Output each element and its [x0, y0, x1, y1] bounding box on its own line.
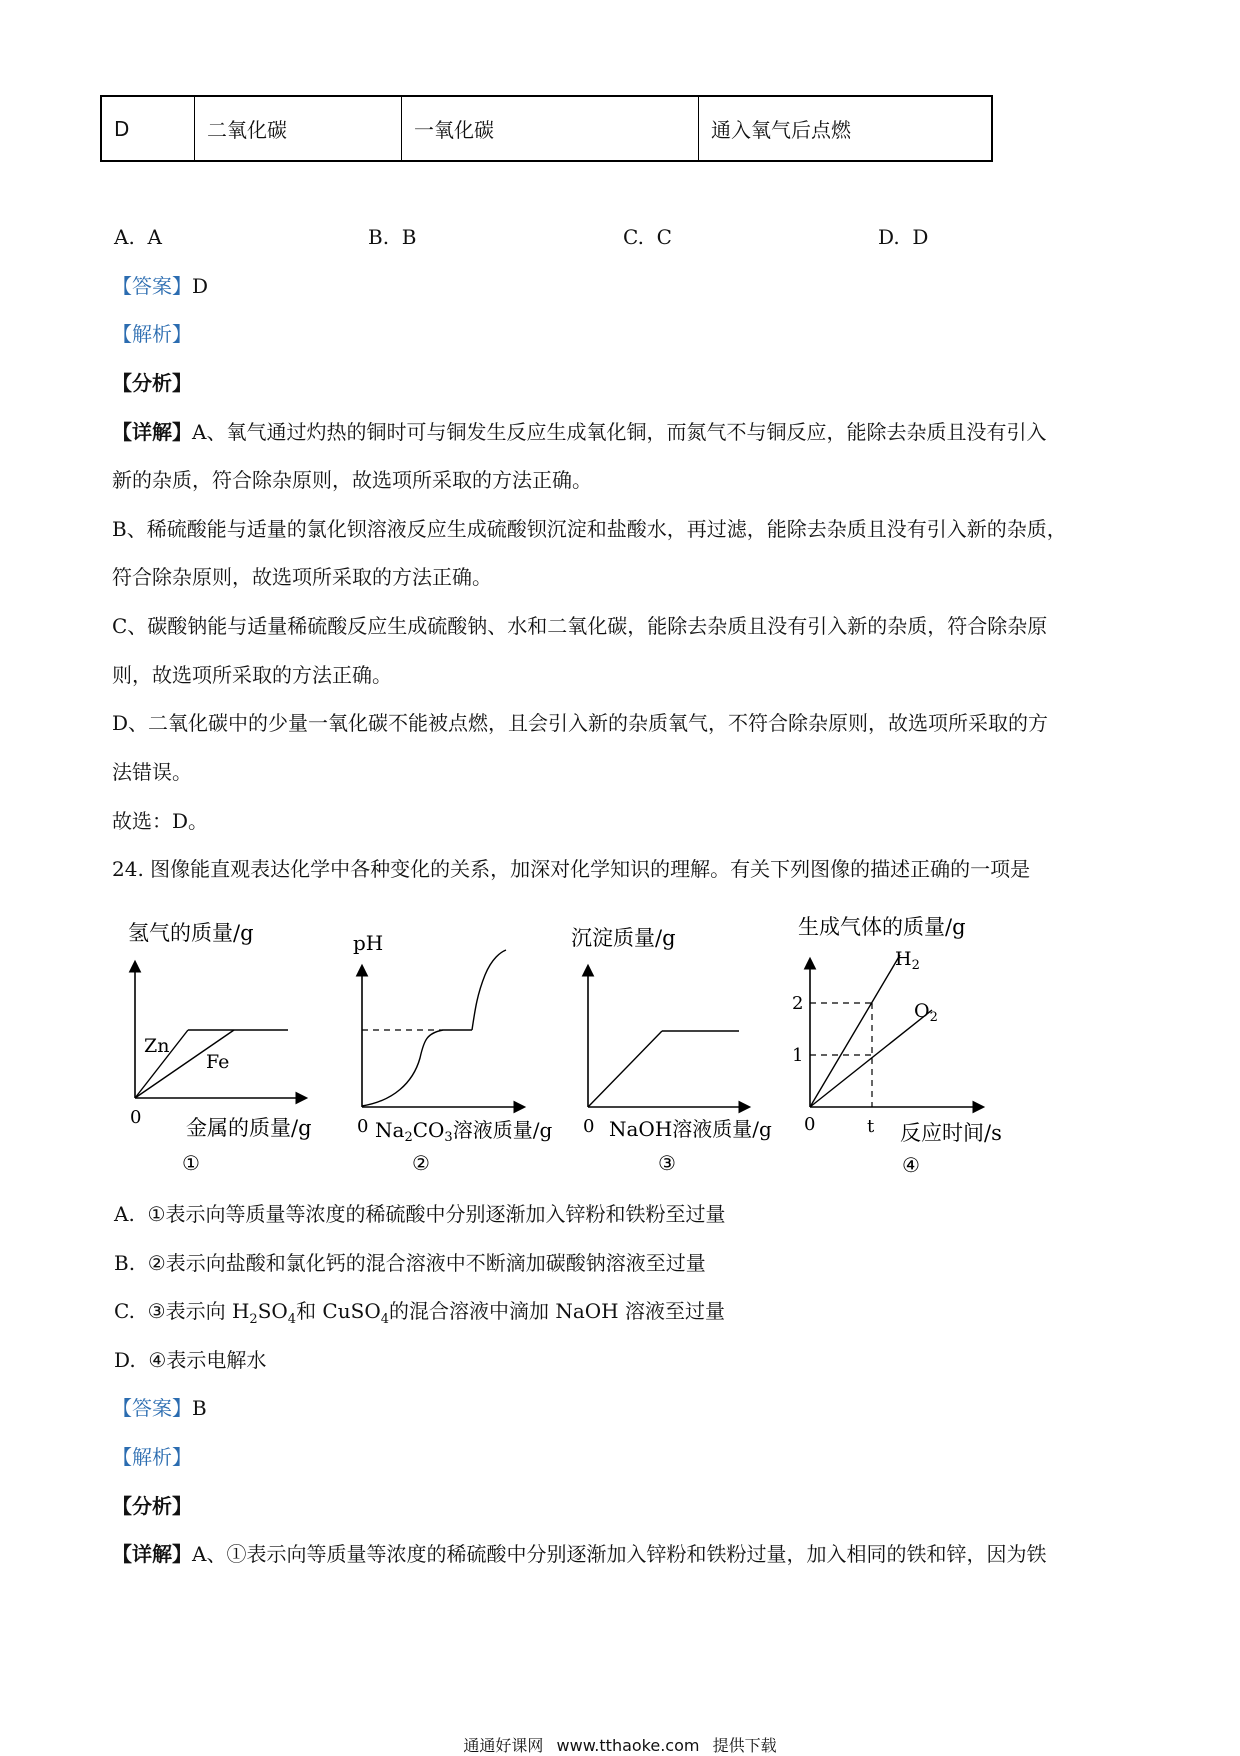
- graph-2: [335, 915, 575, 1175]
- detail-line: 符合除杂原则，故选项所采取的方法正确。: [112, 565, 492, 589]
- option-b: [114, 1249, 706, 1277]
- analysis-tag: [112, 320, 192, 348]
- option-letter: A.: [114, 225, 135, 249]
- analysis-label: 【解析】: [112, 322, 192, 346]
- x-axis-label: 金属的质量/g: [186, 1116, 312, 1140]
- detail-line: C、碳酸钠能与适量稀硫酸反应生成硫酸钠、水和二氧化碳，能除去杂质且没有引入新的杂质，符合除杂原: [112, 614, 1048, 638]
- graph-number: ②: [412, 1151, 430, 1175]
- answer-line: [112, 1394, 207, 1422]
- graph-number: ④: [902, 1153, 920, 1175]
- detail-line: 新的杂质，符合除杂原则，故选项所采取的方法正确。: [112, 468, 592, 492]
- origin-label: 0: [583, 1116, 595, 1137]
- zn-label: Zn: [144, 1035, 170, 1057]
- footer-note: 提供下载: [712, 1736, 777, 1755]
- option-letter: D.: [878, 225, 900, 249]
- origin-label: 0: [357, 1116, 369, 1137]
- option-letter: D.: [114, 1348, 136, 1372]
- detail-text: A、①表示向等质量等浓度的稀硫酸中分别逐渐加入锌粉和铁粉过量，加入相同的铁和锌，因为铁: [192, 1542, 1047, 1566]
- table-cell: 二氧化碳: [195, 96, 402, 161]
- ph-rise: [472, 950, 506, 1030]
- option-text: ④表示电解水: [148, 1348, 267, 1372]
- graph-number: ③: [658, 1151, 676, 1175]
- detail-line: [112, 1540, 1046, 1568]
- answer-value: B: [192, 1396, 207, 1420]
- detail-tag: 【详解】: [112, 1542, 192, 1566]
- h2-label: $H_2$: [895, 948, 920, 973]
- answer-tag: 【答案】: [112, 274, 192, 298]
- option-text: ②表示向盐酸和氯化钙的混合溶液中不断滴加碳酸钠溶液至过量: [147, 1251, 706, 1275]
- option-text: A: [147, 225, 162, 249]
- option-letter: C.: [114, 1299, 135, 1323]
- origin-label: 0: [130, 1107, 142, 1128]
- analysis-label: 【解析】: [112, 1445, 192, 1469]
- analysis-tag: [112, 1443, 192, 1471]
- fenxi-tag: 【分析】: [112, 1494, 192, 1518]
- option-d: [878, 223, 928, 251]
- tick-t: t: [867, 1116, 875, 1137]
- y-axis-label: 生成气体的质量/g: [798, 915, 966, 939]
- graph-1: [110, 905, 330, 1175]
- option-letter: C.: [623, 225, 644, 249]
- table-cell: D: [101, 96, 195, 161]
- detail-line: 故选：D。: [112, 809, 209, 833]
- answer-tag: 【答案】: [112, 1396, 192, 1420]
- option-a: [114, 1200, 725, 1228]
- question-stem: 24. 图像能直观表达化学中各种变化的关系，加深对化学知识的理解。有关下列图像的描述正确的一项是: [112, 857, 1031, 881]
- option-table: [100, 95, 993, 162]
- option-c: [114, 1297, 725, 1334]
- option-text: D: [912, 225, 929, 249]
- option-d: [114, 1346, 266, 1374]
- ph-curve: [362, 1030, 443, 1106]
- detail-line: [112, 418, 1046, 446]
- option-letter: B.: [368, 225, 390, 249]
- graph-number: ①: [182, 1151, 200, 1175]
- x-axis-label: NaOH溶液质量/g: [609, 1117, 772, 1141]
- detail-line: B、稀硫酸能与适量的氯化钡溶液反应生成硫酸钡沉淀和盐酸水，再过滤，能除去杂质且没有引入新的杂质，: [112, 517, 1067, 541]
- detail-tag: 【详解】: [112, 420, 192, 444]
- option-a: [114, 223, 162, 251]
- tick-2: 2: [792, 993, 804, 1014]
- table-cell: 一氧化碳: [402, 96, 699, 161]
- detail-line: D、二氧化碳中的少量一氧化碳不能被点燃，且会引入新的杂质氧气，不符合除杂原则，故选项所采取的方: [112, 711, 1049, 735]
- y-axis-label: 氢气的质量/g: [128, 921, 254, 945]
- o2-line: [810, 1010, 932, 1107]
- origin-label: 0: [804, 1114, 816, 1135]
- option-letter: B.: [114, 1251, 136, 1275]
- detail-line: 法错误。: [112, 760, 192, 784]
- answer-value: D: [192, 274, 209, 298]
- fe-label: Fe: [206, 1051, 230, 1073]
- answer-line: [112, 272, 208, 300]
- footer-site: 通通好课网: [463, 1736, 544, 1755]
- option-text: B: [401, 225, 417, 249]
- option-letter: A.: [114, 1202, 135, 1226]
- y-axis-label: pH: [353, 931, 384, 955]
- option-text: ③表示向 $H_2SO_4$和 CuSO$_4$的混合溶液中滴加 NaOH 溶液至过量: [147, 1299, 725, 1327]
- fenxi-tag: 【分析】: [112, 371, 192, 395]
- x-axis-label: 反应时间/s: [900, 1121, 1002, 1145]
- graph-4: [790, 900, 1020, 1175]
- o2-label: $O_2$: [914, 1000, 938, 1025]
- precipitate-line: [588, 1031, 662, 1107]
- table-row: [101, 96, 992, 161]
- detail-text: A、氧气通过灼热的铜时可与铜发生反应生成氧化铜，而氮气不与铜反应，能除去杂质且没有引入: [192, 420, 1047, 444]
- page-footer: [0, 1733, 1240, 1756]
- graph-3: [565, 910, 800, 1175]
- detail-line: 则，故选项所采取的方法正确。: [112, 663, 392, 687]
- option-text: C: [656, 225, 672, 249]
- option-b: [368, 223, 416, 251]
- option-text: ①表示向等质量等浓度的稀硫酸中分别逐渐加入锌粉和铁粉至过量: [147, 1202, 726, 1226]
- option-c: [623, 223, 672, 251]
- x-axis-label: $Na_2CO_3$溶液质量/g: [375, 1118, 553, 1145]
- y-axis-label: 沉淀质量/g: [571, 926, 676, 950]
- h2-line: [810, 955, 900, 1107]
- tick-1: 1: [792, 1045, 804, 1066]
- footer-url: www.tthaoke.com: [556, 1736, 700, 1755]
- table-cell: 通入氧气后点燃: [699, 96, 993, 161]
